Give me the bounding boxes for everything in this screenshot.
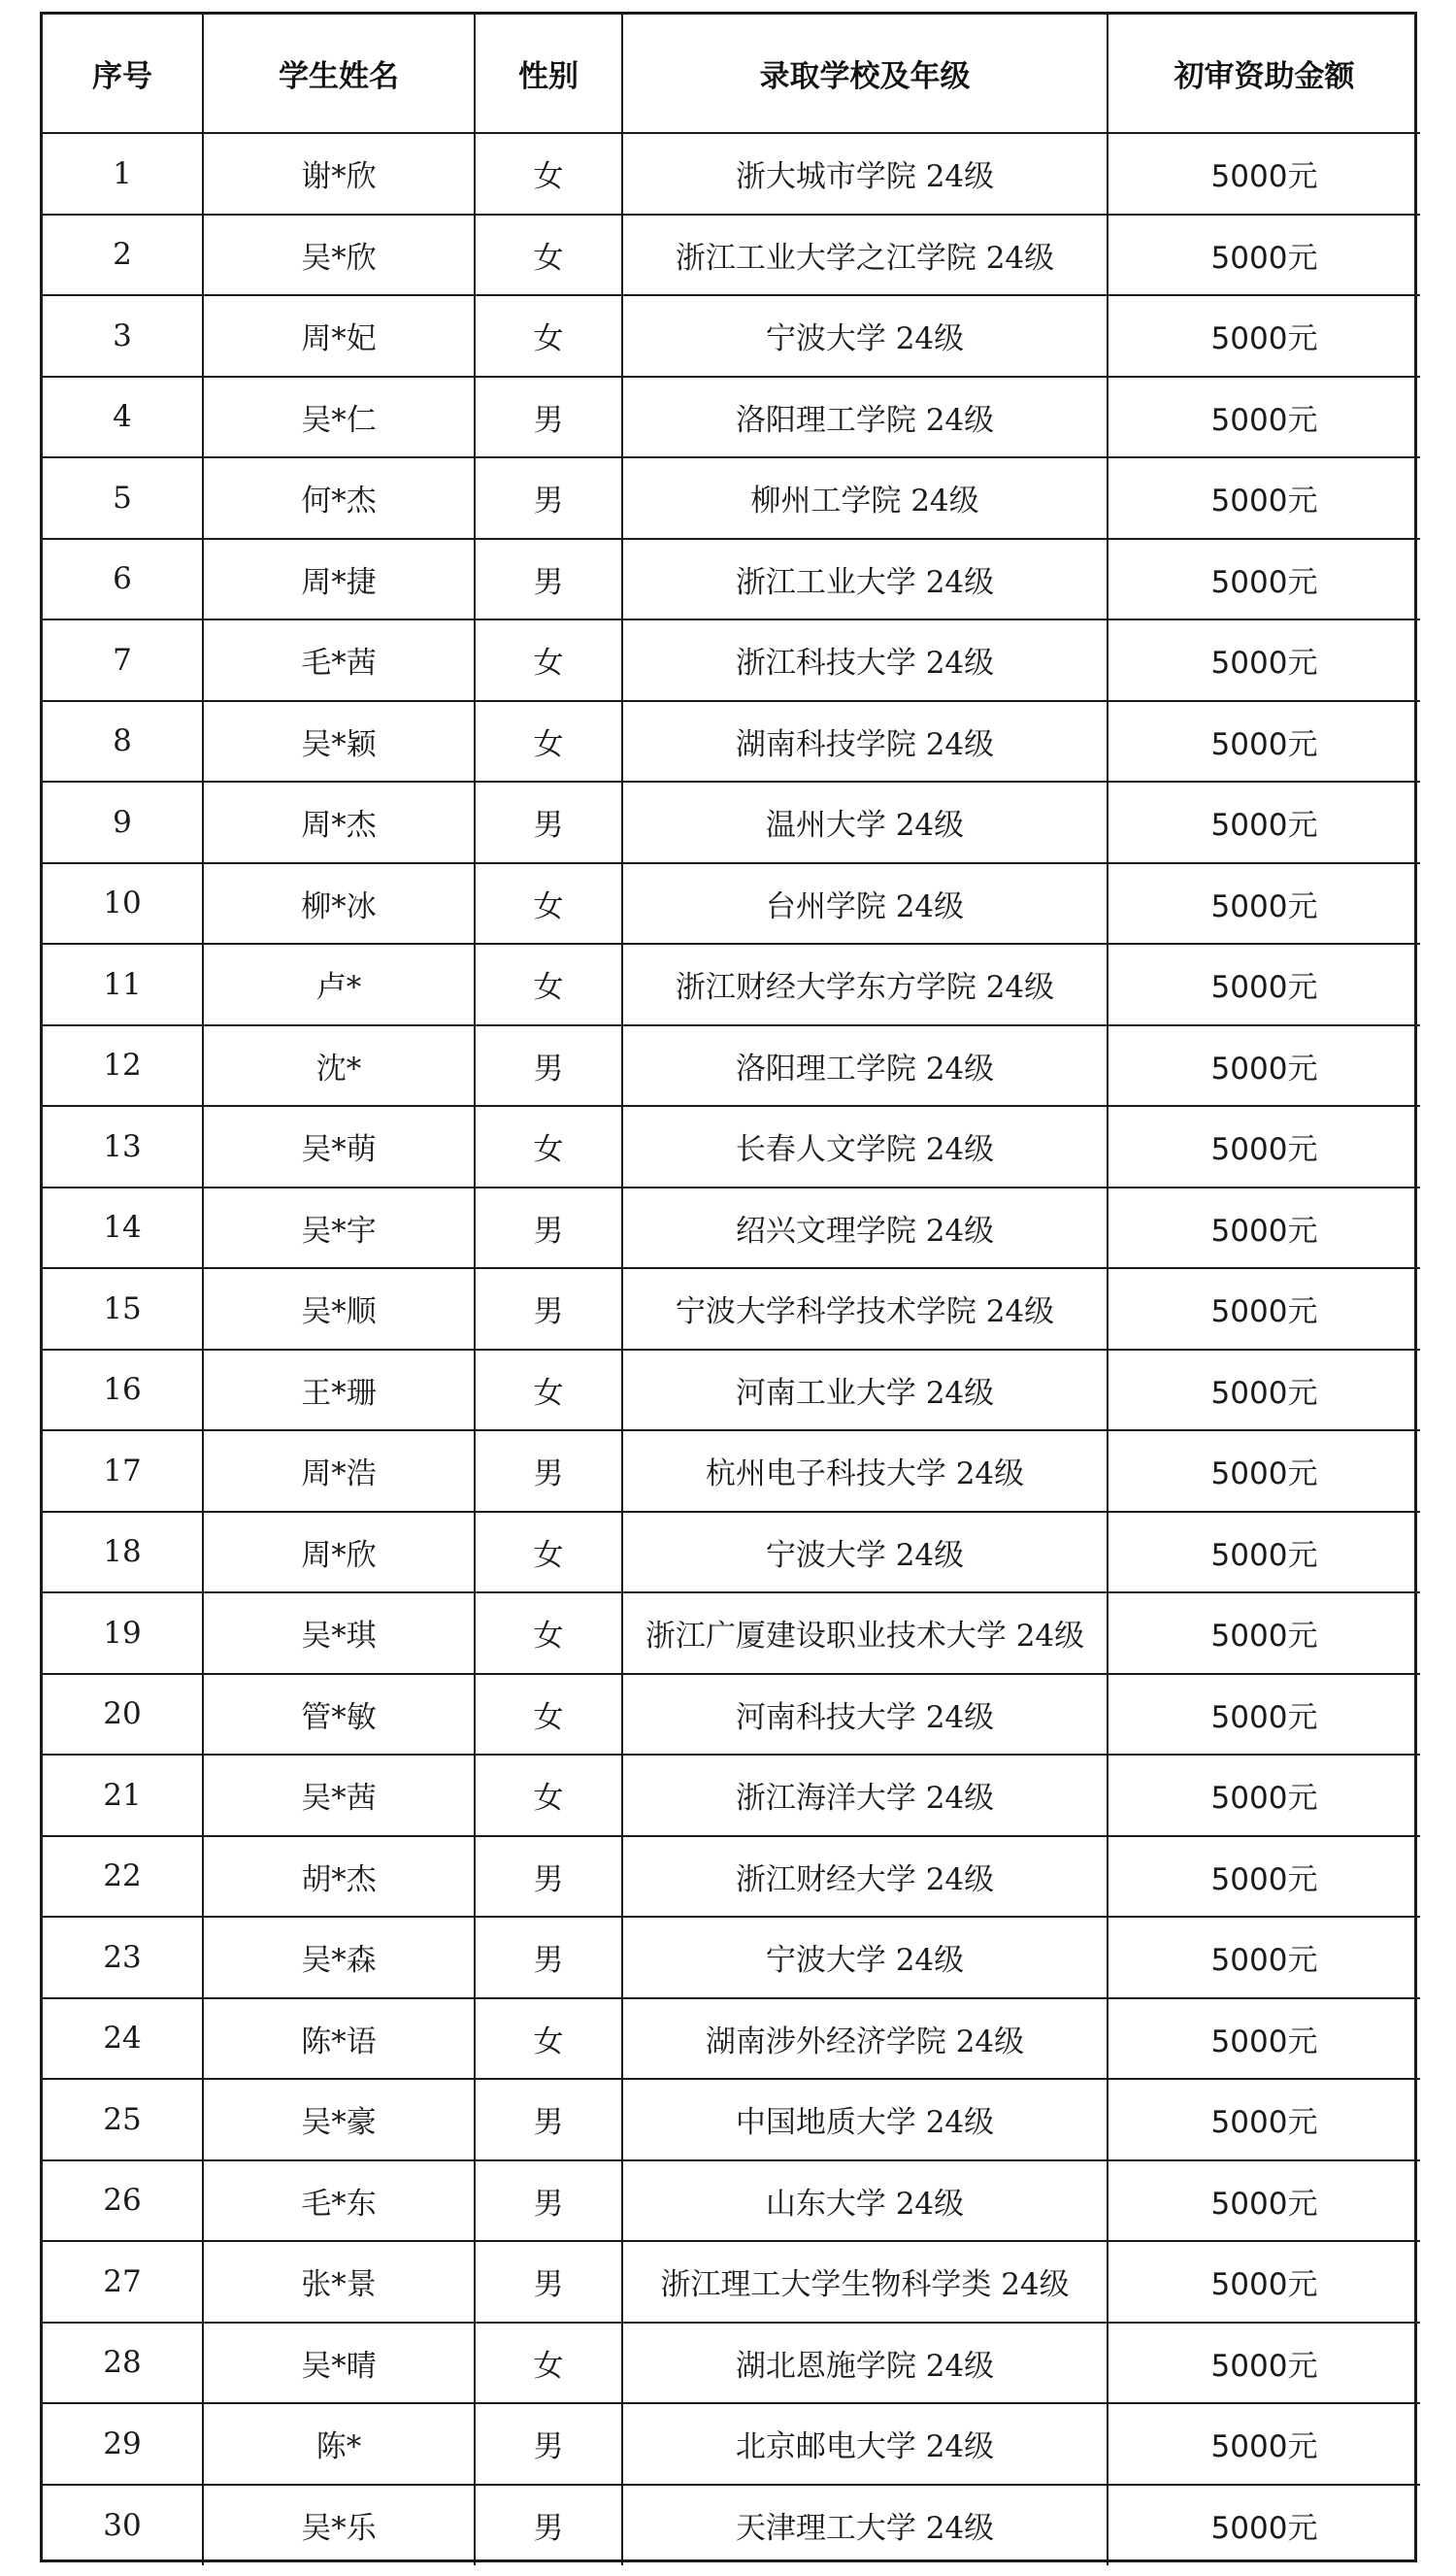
cell-gender: 男 — [475, 539, 622, 620]
cell-gender: 男 — [475, 1188, 622, 1269]
table-row — [43, 619, 1420, 701]
cell-school-grade: 绍兴文理学院 24级 — [622, 1188, 1108, 1269]
cell-student-name: 陈* — [203, 2403, 475, 2485]
cell-aid-amount: 5000元 — [1108, 863, 1420, 945]
cell-aid-amount: 5000元 — [1108, 1350, 1420, 1431]
cell-aid-amount: 5000元 — [1108, 2160, 1420, 2242]
cell-student-name: 吴*豪 — [203, 2079, 475, 2160]
cell-student-name: 吴*顺 — [203, 1268, 475, 1350]
cell-gender: 女 — [475, 944, 622, 1025]
cell-student-name: 吴*宇 — [203, 1188, 475, 1269]
cell-school-grade: 浙江财经大学东方学院 24级 — [622, 944, 1108, 1025]
cell-gender: 女 — [475, 863, 622, 945]
cell-gender: 女 — [475, 2323, 622, 2404]
cell-no: 11 — [43, 944, 203, 1025]
cell-student-name: 毛*茜 — [203, 619, 475, 701]
table-header-row — [43, 15, 1420, 133]
cell-aid-amount: 5000元 — [1108, 2403, 1420, 2485]
cell-school-grade: 宁波大学 24级 — [622, 1917, 1108, 1998]
cell-student-name: 王*珊 — [203, 1350, 475, 1431]
cell-school-grade: 浙江广厦建设职业技术大学 24级 — [622, 1592, 1108, 1674]
cell-school-grade: 河南科技大学 24级 — [622, 1674, 1108, 1756]
cell-gender: 女 — [475, 295, 622, 377]
table-row — [43, 2079, 1420, 2160]
cell-aid-amount: 5000元 — [1108, 1512, 1420, 1593]
cell-student-name: 谢*欣 — [203, 133, 475, 215]
cell-school-grade: 杭州电子科技大学 24级 — [622, 1430, 1108, 1512]
cell-aid-amount: 5000元 — [1108, 133, 1420, 215]
table-row — [43, 1430, 1420, 1512]
cell-school-grade: 浙江海洋大学 24级 — [622, 1755, 1108, 1836]
cell-student-name: 卢* — [203, 944, 475, 1025]
cell-gender: 女 — [475, 1512, 622, 1593]
cell-aid-amount: 5000元 — [1108, 1674, 1420, 1756]
table-row — [43, 2485, 1420, 2566]
cell-student-name: 吴*仁 — [203, 377, 475, 458]
cell-gender: 男 — [475, 1836, 622, 1918]
table-row — [43, 944, 1420, 1025]
cell-gender: 男 — [475, 1430, 622, 1512]
cell-student-name: 周*捷 — [203, 539, 475, 620]
cell-school-grade: 浙江工业大学之江学院 24级 — [622, 215, 1108, 296]
cell-aid-amount: 5000元 — [1108, 782, 1420, 863]
cell-gender: 男 — [475, 1025, 622, 1107]
cell-gender: 女 — [475, 133, 622, 215]
cell-no: 6 — [43, 539, 203, 620]
cell-gender: 男 — [475, 2160, 622, 2242]
cell-no: 16 — [43, 1350, 203, 1431]
cell-no: 7 — [43, 619, 203, 701]
header-school: 录取学校及年级 — [622, 15, 1108, 133]
cell-student-name: 何*杰 — [203, 457, 475, 539]
cell-no: 15 — [43, 1268, 203, 1350]
aid-list-sheet — [40, 12, 1417, 2562]
cell-gender: 男 — [475, 2485, 622, 2566]
cell-school-grade: 洛阳理工学院 24级 — [622, 1025, 1108, 1107]
cell-school-grade: 宁波大学 24级 — [622, 1512, 1108, 1593]
cell-gender: 男 — [475, 2403, 622, 2485]
cell-student-name: 毛*东 — [203, 2160, 475, 2242]
cell-school-grade: 北京邮电大学 24级 — [622, 2403, 1108, 2485]
table-row — [43, 2241, 1420, 2323]
cell-school-grade: 浙江科技大学 24级 — [622, 619, 1108, 701]
cell-no: 27 — [43, 2241, 203, 2323]
cell-school-grade: 河南工业大学 24级 — [622, 1350, 1108, 1431]
cell-gender: 女 — [475, 1998, 622, 2080]
cell-school-grade: 湖南科技学院 24级 — [622, 701, 1108, 783]
cell-aid-amount: 5000元 — [1108, 1268, 1420, 1350]
cell-student-name: 吴*萌 — [203, 1106, 475, 1188]
table-row — [43, 1674, 1420, 1756]
cell-no: 18 — [43, 1512, 203, 1593]
cell-no: 2 — [43, 215, 203, 296]
cell-student-name: 吴*乐 — [203, 2485, 475, 2566]
cell-student-name: 周*欣 — [203, 1512, 475, 1593]
cell-aid-amount: 5000元 — [1108, 215, 1420, 296]
header-amount: 初审资助金额 — [1108, 15, 1420, 133]
header-gender: 性别 — [475, 15, 622, 133]
cell-no: 3 — [43, 295, 203, 377]
cell-no: 21 — [43, 1755, 203, 1836]
cell-school-grade: 浙大城市学院 24级 — [622, 133, 1108, 215]
cell-no: 22 — [43, 1836, 203, 1918]
cell-student-name: 吴*颖 — [203, 701, 475, 783]
cell-student-name: 张*景 — [203, 2241, 475, 2323]
cell-school-grade: 温州大学 24级 — [622, 782, 1108, 863]
cell-no: 28 — [43, 2323, 203, 2404]
cell-aid-amount: 5000元 — [1108, 1998, 1420, 2080]
table-row — [43, 863, 1420, 945]
cell-no: 24 — [43, 1998, 203, 2080]
cell-aid-amount: 5000元 — [1108, 539, 1420, 620]
table-row — [43, 377, 1420, 458]
cell-student-name: 吴*琪 — [203, 1592, 475, 1674]
cell-student-name: 吴*茜 — [203, 1755, 475, 1836]
cell-student-name: 胡*杰 — [203, 1836, 475, 1918]
cell-school-grade: 长春人文学院 24级 — [622, 1106, 1108, 1188]
table-row — [43, 133, 1420, 215]
table-row — [43, 2160, 1420, 2242]
cell-school-grade: 宁波大学科学技术学院 24级 — [622, 1268, 1108, 1350]
cell-gender: 男 — [475, 782, 622, 863]
cell-gender: 女 — [475, 619, 622, 701]
cell-student-name: 柳*冰 — [203, 863, 475, 945]
table-row — [43, 1025, 1420, 1107]
table-row — [43, 1917, 1420, 1998]
cell-aid-amount: 5000元 — [1108, 1430, 1420, 1512]
table-row — [43, 1106, 1420, 1188]
cell-gender: 男 — [475, 2241, 622, 2323]
cell-student-name: 管*敏 — [203, 1674, 475, 1756]
cell-student-name: 周*浩 — [203, 1430, 475, 1512]
cell-aid-amount: 5000元 — [1108, 701, 1420, 783]
cell-school-grade: 宁波大学 24级 — [622, 295, 1108, 377]
cell-aid-amount: 5000元 — [1108, 2485, 1420, 2566]
table-row — [43, 2323, 1420, 2404]
cell-school-grade: 浙江工业大学 24级 — [622, 539, 1108, 620]
cell-aid-amount: 5000元 — [1108, 619, 1420, 701]
cell-student-name: 吴*欣 — [203, 215, 475, 296]
table-row — [43, 701, 1420, 783]
table-row — [43, 1188, 1420, 1269]
table-row — [43, 295, 1420, 377]
cell-no: 12 — [43, 1025, 203, 1107]
table-row — [43, 539, 1420, 620]
cell-no: 30 — [43, 2485, 203, 2566]
cell-gender: 男 — [475, 2079, 622, 2160]
cell-aid-amount: 5000元 — [1108, 295, 1420, 377]
table-row — [43, 782, 1420, 863]
table-row — [43, 1998, 1420, 2080]
cell-school-grade: 浙江财经大学 24级 — [622, 1836, 1108, 1918]
cell-aid-amount: 5000元 — [1108, 457, 1420, 539]
cell-aid-amount: 5000元 — [1108, 1917, 1420, 1998]
cell-school-grade: 台州学院 24级 — [622, 863, 1108, 945]
cell-gender: 男 — [475, 377, 622, 458]
cell-no: 9 — [43, 782, 203, 863]
cell-aid-amount: 5000元 — [1108, 1836, 1420, 1918]
cell-no: 17 — [43, 1430, 203, 1512]
cell-student-name: 周*妃 — [203, 295, 475, 377]
cell-aid-amount: 5000元 — [1108, 2323, 1420, 2404]
cell-no: 14 — [43, 1188, 203, 1269]
cell-aid-amount: 5000元 — [1108, 2079, 1420, 2160]
cell-no: 5 — [43, 457, 203, 539]
cell-no: 10 — [43, 863, 203, 945]
table-row — [43, 2403, 1420, 2485]
cell-school-grade: 洛阳理工学院 24级 — [622, 377, 1108, 458]
cell-no: 20 — [43, 1674, 203, 1756]
cell-aid-amount: 5000元 — [1108, 1025, 1420, 1107]
cell-school-grade: 中国地质大学 24级 — [622, 2079, 1108, 2160]
cell-gender: 男 — [475, 1268, 622, 1350]
cell-school-grade: 天津理工大学 24级 — [622, 2485, 1108, 2566]
table-row — [43, 1755, 1420, 1836]
cell-aid-amount: 5000元 — [1108, 1106, 1420, 1188]
cell-gender: 女 — [475, 1674, 622, 1756]
cell-student-name: 沈* — [203, 1025, 475, 1107]
cell-aid-amount: 5000元 — [1108, 1592, 1420, 1674]
cell-no: 4 — [43, 377, 203, 458]
cell-school-grade: 湖南涉外经济学院 24级 — [622, 1998, 1108, 2080]
table-row — [43, 1512, 1420, 1593]
cell-no: 23 — [43, 1917, 203, 1998]
cell-no: 19 — [43, 1592, 203, 1674]
cell-student-name: 吴*森 — [203, 1917, 475, 1998]
table-body — [43, 133, 1420, 2565]
header-no: 序号 — [43, 15, 203, 133]
cell-gender: 女 — [475, 1350, 622, 1431]
cell-aid-amount: 5000元 — [1108, 377, 1420, 458]
table-row — [43, 457, 1420, 539]
cell-gender: 女 — [475, 1755, 622, 1836]
table-row — [43, 1836, 1420, 1918]
cell-school-grade: 湖北恩施学院 24级 — [622, 2323, 1108, 2404]
cell-no: 13 — [43, 1106, 203, 1188]
cell-no: 8 — [43, 701, 203, 783]
cell-no: 29 — [43, 2403, 203, 2485]
cell-aid-amount: 5000元 — [1108, 944, 1420, 1025]
table-row — [43, 215, 1420, 296]
cell-school-grade: 山东大学 24级 — [622, 2160, 1108, 2242]
table-row — [43, 1268, 1420, 1350]
cell-gender: 女 — [475, 215, 622, 296]
table-row — [43, 1592, 1420, 1674]
header-name: 学生姓名 — [203, 15, 475, 133]
cell-gender: 女 — [475, 1106, 622, 1188]
cell-gender: 女 — [475, 1592, 622, 1674]
table-row — [43, 1350, 1420, 1431]
cell-aid-amount: 5000元 — [1108, 1188, 1420, 1269]
cell-gender: 女 — [475, 701, 622, 783]
cell-school-grade: 柳州工学院 24级 — [622, 457, 1108, 539]
cell-no: 26 — [43, 2160, 203, 2242]
cell-aid-amount: 5000元 — [1108, 1755, 1420, 1836]
cell-school-grade: 浙江理工大学生物科学类 24级 — [622, 2241, 1108, 2323]
cell-student-name: 吴*晴 — [203, 2323, 475, 2404]
cell-student-name: 陈*语 — [203, 1998, 475, 2080]
cell-aid-amount: 5000元 — [1108, 2241, 1420, 2323]
cell-no: 1 — [43, 133, 203, 215]
aid-recipients-table — [43, 15, 1420, 2565]
cell-no: 25 — [43, 2079, 203, 2160]
cell-gender: 男 — [475, 1917, 622, 1998]
cell-student-name: 周*杰 — [203, 782, 475, 863]
cell-gender: 男 — [475, 457, 622, 539]
